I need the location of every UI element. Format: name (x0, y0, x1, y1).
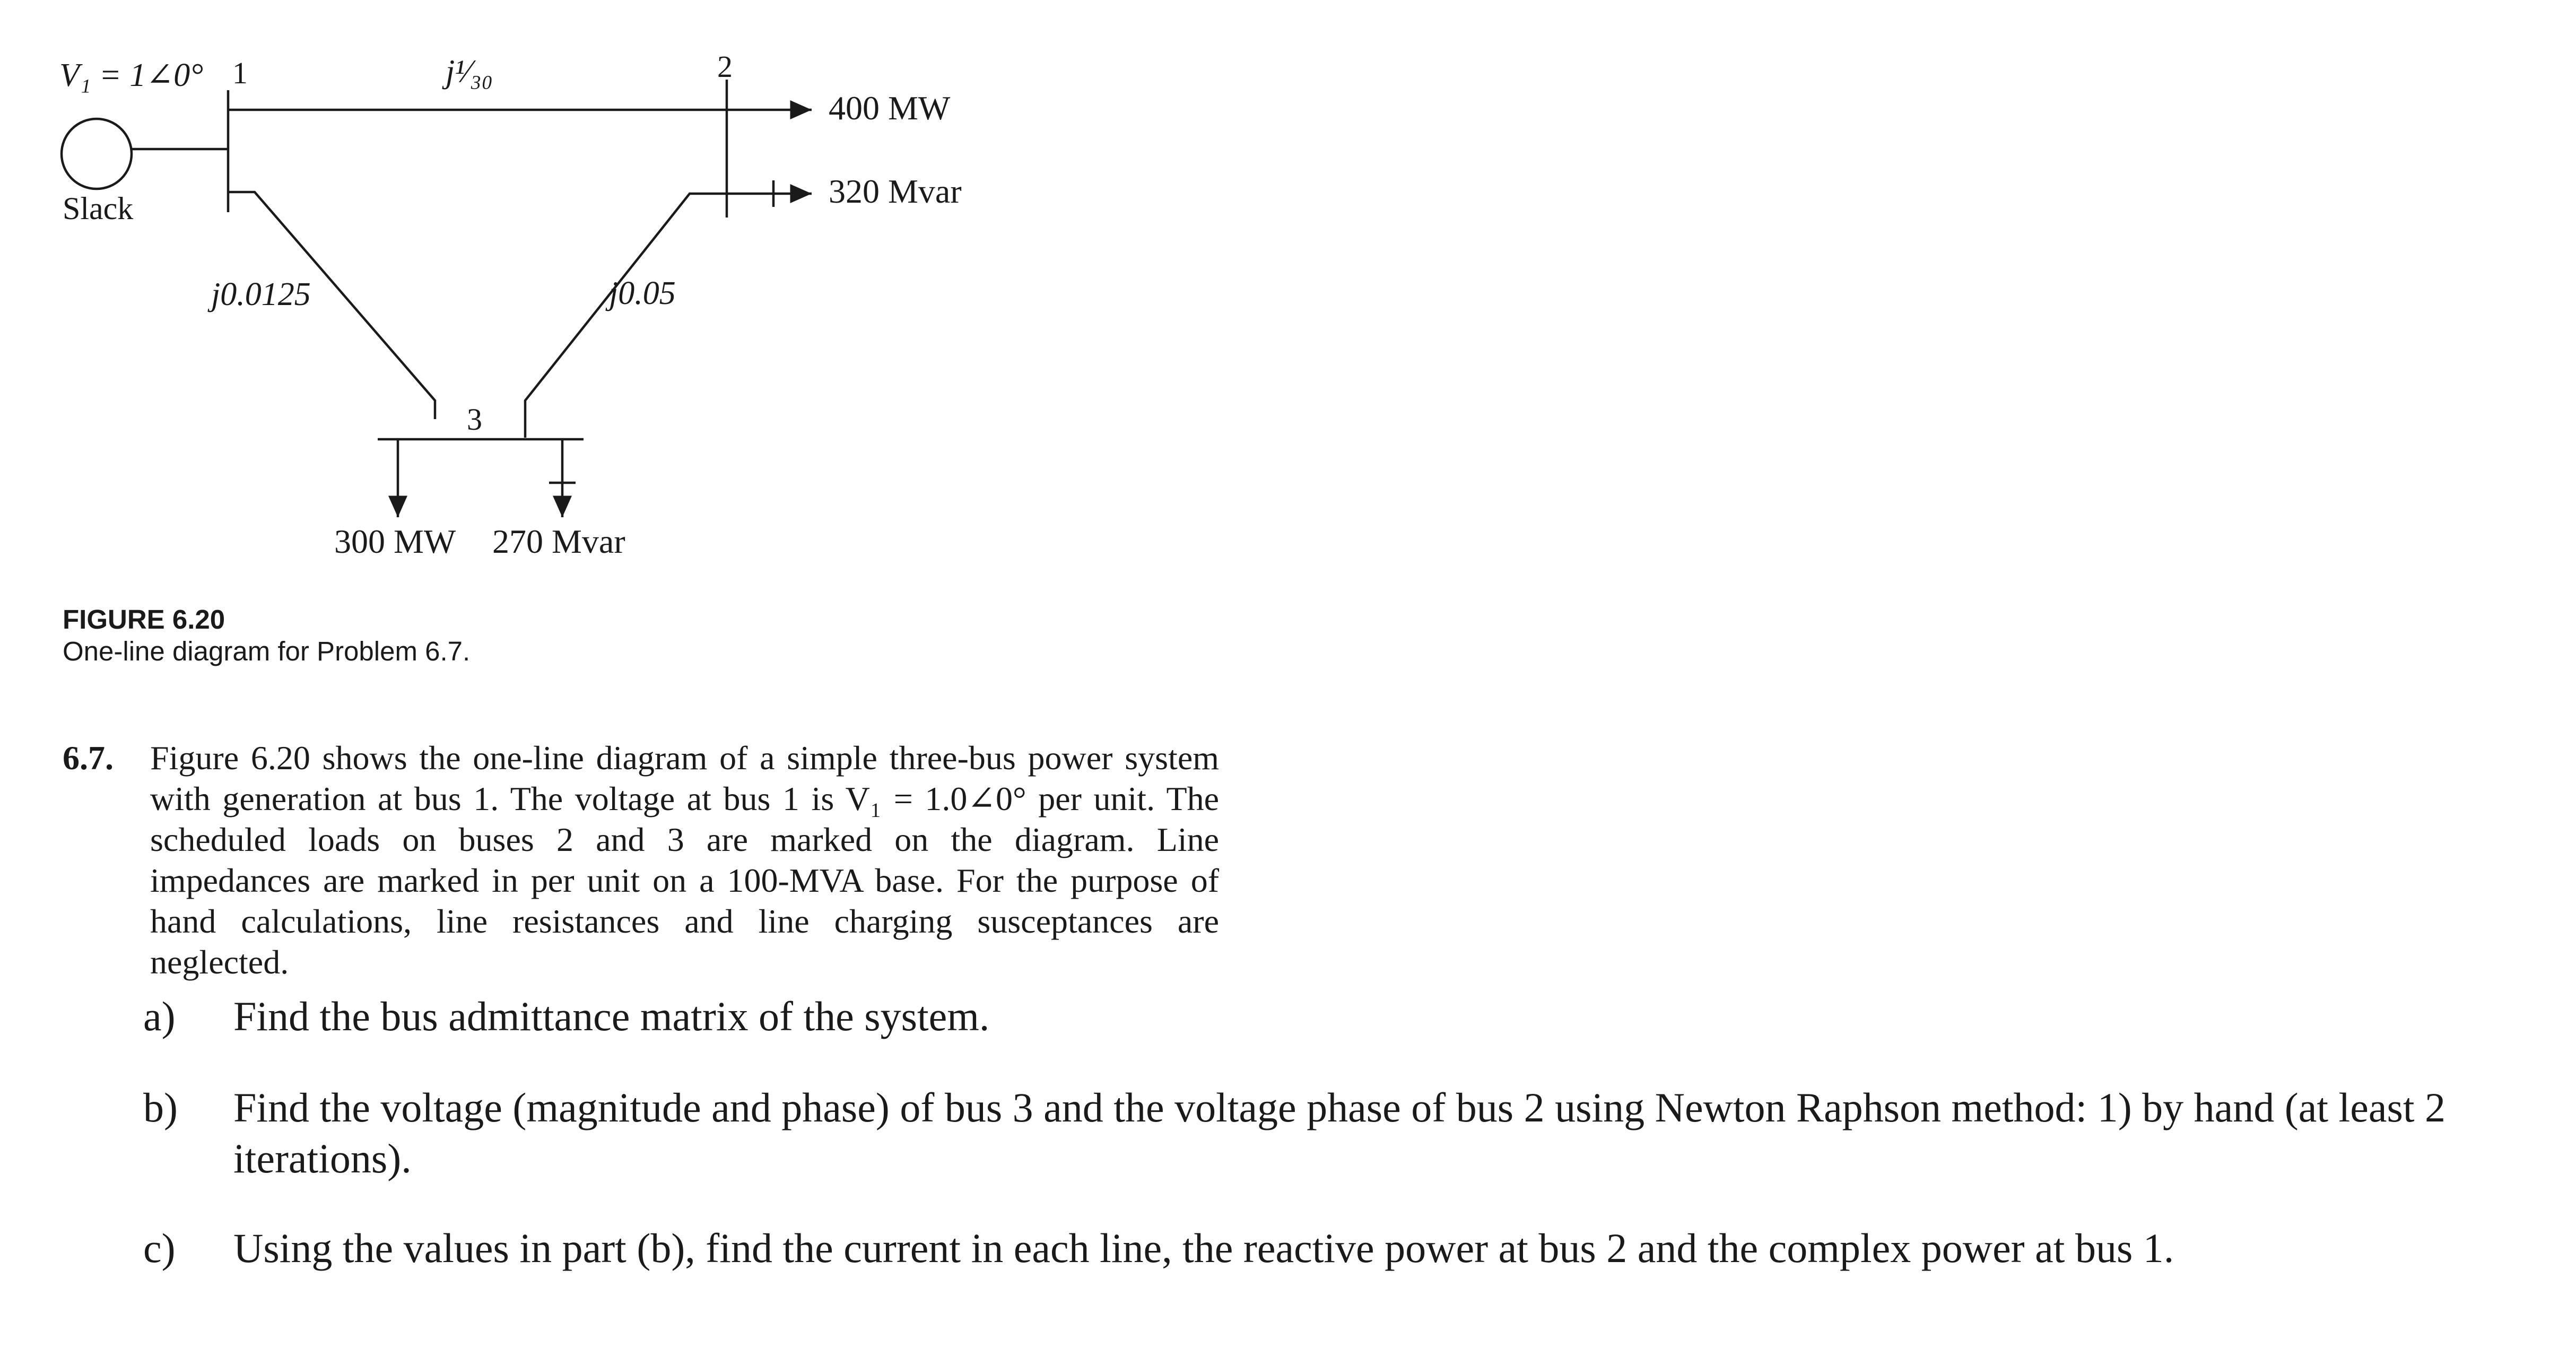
part-text: Find the voltage (magnitude and phase) of bus 3 and the voltage phase of bus 2 using Newton Raphson method: 1) by hand (at least 2 iterations). (233, 1084, 2446, 1181)
bus-3-label: 3 (467, 402, 482, 437)
line-1-3-impedance: j0.0125 (211, 276, 311, 312)
part-c (143, 1223, 2576, 1274)
line-2-3 (525, 194, 727, 438)
part-label: a) (143, 993, 176, 1039)
part-a (143, 991, 2576, 1042)
line-1-2-impedance: j¹⁄₃₀ (446, 54, 493, 90)
bus-1-label: 1 (232, 56, 248, 90)
slack-label: Slack (63, 191, 134, 226)
bus-3-q-load-label: 270 Mvar (492, 523, 625, 560)
part-label: b) (143, 1084, 178, 1130)
generator-icon (62, 119, 132, 189)
part-text: Find the bus admittance matrix of the system. (233, 993, 990, 1039)
line-2-3-impedance: j0.05 (609, 275, 676, 311)
figure-number: FIGURE 6.20 (63, 604, 225, 634)
problem-text: Figure 6.20 shows the one-line diagram of a simple three-bus power system with generation at bus 1. The voltage at bus 1 is V₁ = 1.0∠0° per unit. The scheduled loads on buses 2 and 3 are marked on the diagram. Line impedances are marked in per unit on a 100-MVA base. For the purpose of hand calculations, line resistances and line charging susceptances are neglected. (150, 739, 1219, 981)
bus-2-q-load-label: 320 Mvar (829, 172, 962, 210)
part-b (143, 1082, 2576, 1184)
figure-caption: One-line diagram for Problem 6.7. (63, 636, 471, 666)
v1-label: V₁ = 1∠0° (59, 57, 204, 93)
problem-number: 6.7. (63, 739, 114, 777)
bus-2-label: 2 (717, 49, 733, 84)
part-text: Using the values in part (b), find the current in each line, the reactive power at bus 2 and the complex power at bus 1. (233, 1225, 2174, 1271)
bus-2-p-load-label: 400 MW (829, 89, 951, 127)
one-line-diagram (0, 0, 1061, 584)
part-label: c) (143, 1225, 176, 1271)
problem-statement (63, 737, 1219, 982)
bus-3-p-load-label: 300 MW (334, 523, 456, 560)
